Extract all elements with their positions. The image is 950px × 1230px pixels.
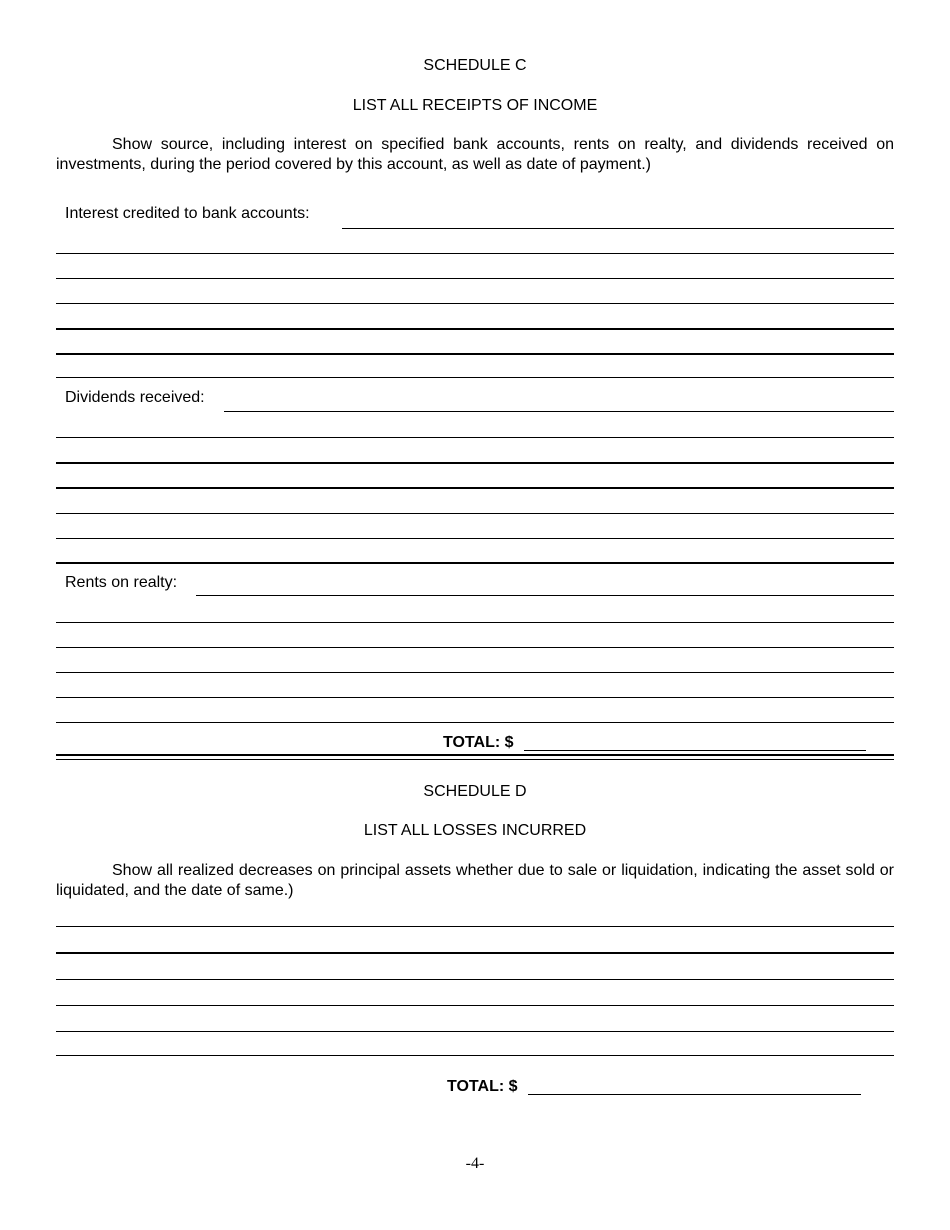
section-divider-bottom [56,759,894,760]
schedule-c-instructions: Show source, including interest on specified bank accounts, rents on realty, and dividends received on investments, during the period covered by this account, as well as date of payment.) [56,136,894,173]
rents-line-2[interactable] [56,647,894,648]
schedule-d-instructions: Show all realized decreases on principal assets whether due to sale or liquidation, indicating the asset sold or liquidated, and the date of same.) [56,862,894,899]
interest-line-6[interactable] [56,377,894,378]
page-number: -4- [465,1155,485,1172]
schedule-c-total-label: TOTAL: $ [443,734,514,751]
dividends-field[interactable] [224,411,894,412]
rents-line-1[interactable] [56,622,894,623]
dividends-line-5[interactable] [56,538,894,539]
interest-line-4[interactable] [56,328,894,330]
losses-line-6[interactable] [56,1055,894,1056]
interest-label: Interest credited to bank accounts: [65,205,310,222]
rents-line-5[interactable] [56,722,894,723]
rents-line-3[interactable] [56,672,894,673]
section-divider-top [56,754,894,756]
losses-line-3[interactable] [56,979,894,980]
losses-line-2[interactable] [56,952,894,954]
rents-field[interactable] [196,595,894,596]
interest-line-1[interactable] [56,253,894,254]
schedule-c-total-field[interactable] [524,750,866,751]
losses-line-1[interactable] [56,926,894,927]
dividends-line-2[interactable] [56,462,894,464]
dividends-label: Dividends received: [65,389,205,406]
dividends-line-6[interactable] [56,562,894,564]
interest-line-5[interactable] [56,353,894,355]
rents-line-4[interactable] [56,697,894,698]
dividends-line-4[interactable] [56,513,894,514]
rents-label: Rents on realty: [65,574,178,591]
losses-line-4[interactable] [56,1005,894,1006]
schedule-c-heading: SCHEDULE C [423,57,527,74]
dividends-line-1[interactable] [56,437,894,438]
interest-field[interactable] [342,228,894,229]
schedule-c-subheading: LIST ALL RECEIPTS OF INCOME [352,97,598,114]
dividends-line-3[interactable] [56,487,894,489]
losses-line-5[interactable] [56,1031,894,1032]
schedule-d-total-field[interactable] [528,1094,861,1095]
interest-line-3[interactable] [56,303,894,304]
schedule-d-heading: SCHEDULE D [423,783,527,800]
schedule-d-subheading: LIST ALL LOSSES INCURRED [363,822,587,839]
interest-line-2[interactable] [56,278,894,279]
schedule-d-total-label: TOTAL: $ [447,1078,518,1095]
